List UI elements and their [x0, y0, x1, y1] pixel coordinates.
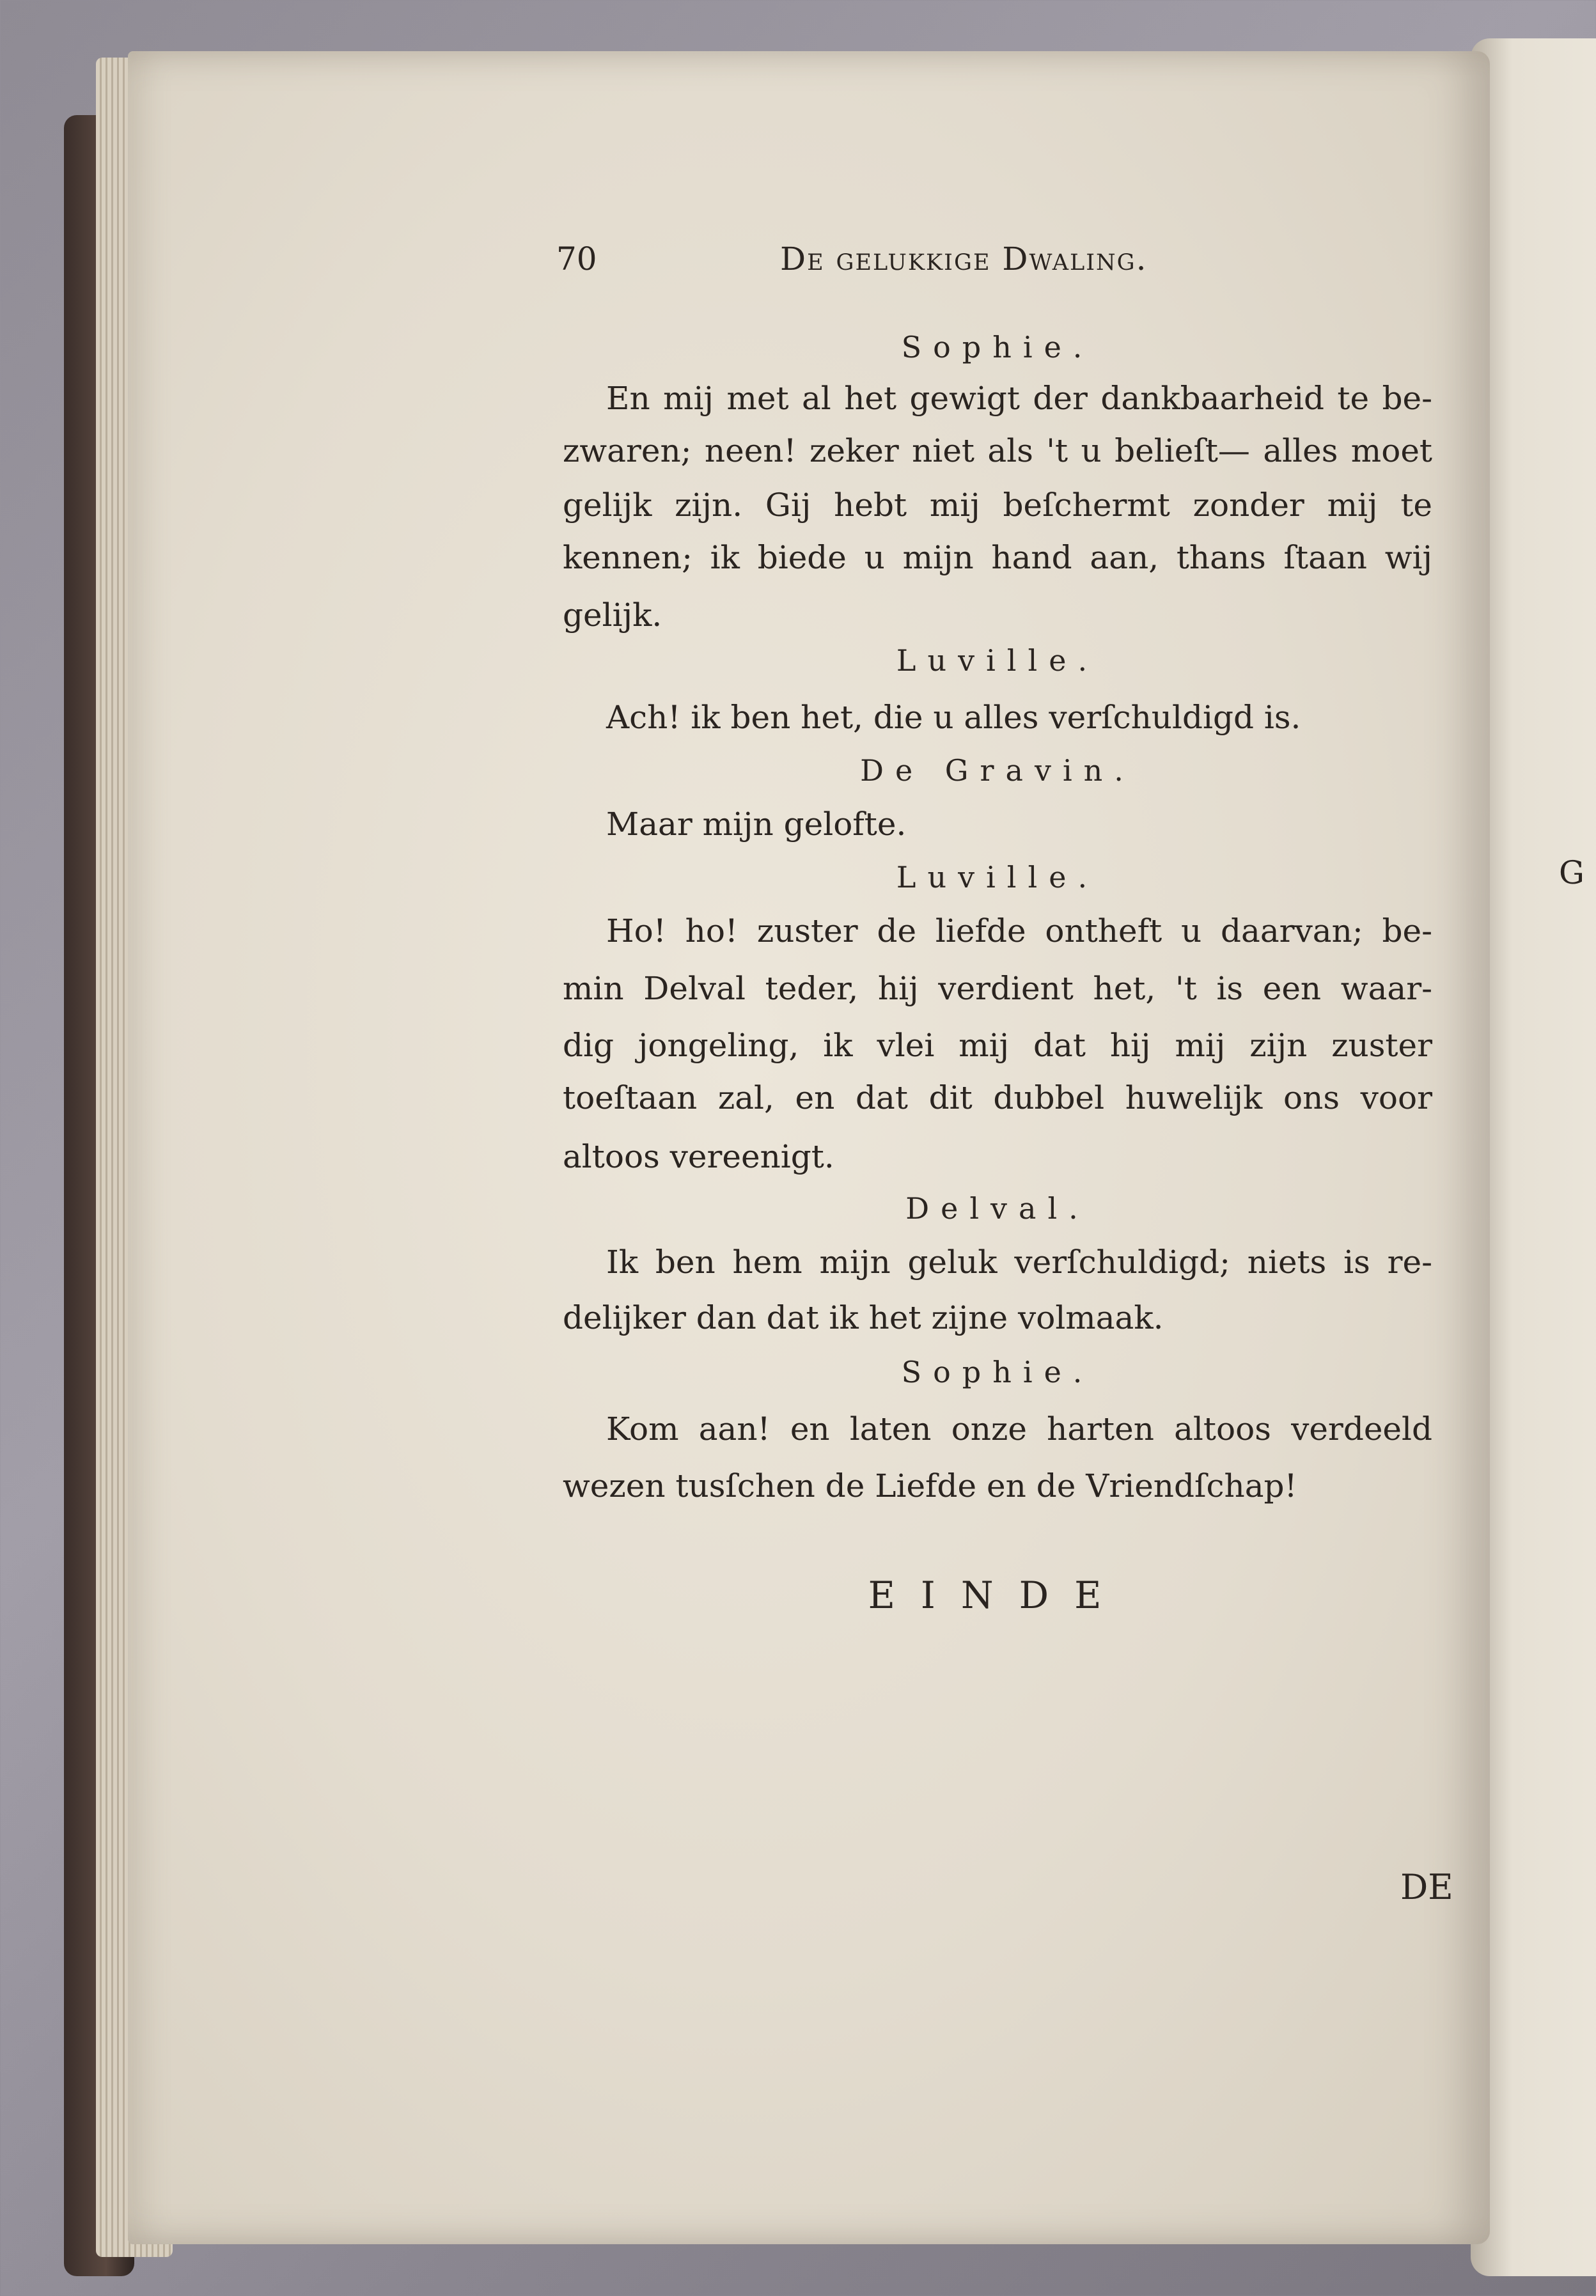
- text-line: gelijk zijn. Gij hebt mij beſchermt zonder mij te: [563, 487, 1432, 524]
- text-line: toeſtaan zal, en dat dit dubbel huwelijk ons voor: [563, 1079, 1432, 1116]
- text-line: delijker dan dat ik het zijne volmaak.: [563, 1299, 1164, 1336]
- speaker-name: Sophie.: [901, 1355, 1094, 1389]
- running-header: [556, 240, 1228, 281]
- text-line: kennen; ik biede u mijn hand aan, thans ſtaan wij: [563, 539, 1432, 576]
- text-line: Ik ben hem mijn geluk verſchuldigd; niets is re-: [606, 1244, 1432, 1281]
- page-number: 70: [556, 240, 597, 277]
- text-line: dig jongeling, ik vlei mij dat hij mij zijn zuster: [563, 1027, 1432, 1064]
- speaker-name: Delval.: [905, 1191, 1090, 1226]
- text-line: En mij met al het gewigt der dankbaarheid te be-: [606, 380, 1432, 417]
- text-line: altoos vereenigt.: [563, 1138, 834, 1175]
- speaker-name: Luville.: [896, 860, 1099, 894]
- text-line: Ach! ik ben het, die u alles verſchuldigd is.: [606, 699, 1301, 736]
- speaker-name: Luville.: [896, 643, 1099, 678]
- text-line: gelijk.: [563, 597, 662, 634]
- text-line: Ho! ho! zuster de liefde ontheft u daarvan; be-: [606, 912, 1432, 949]
- text-line: Maar mijn gelofte.: [606, 806, 907, 843]
- facing-page-letter: G: [1559, 854, 1584, 891]
- catchword: DE: [1400, 1867, 1453, 1907]
- text-line: Kom aan! en laten onze harten altoos verdeeld: [606, 1410, 1432, 1448]
- speaker-name: Sophie.: [901, 330, 1094, 364]
- text-line: min Delval teder, hij verdient het, 't is een waar-: [563, 970, 1432, 1007]
- speaker-name: De Gravin.: [860, 753, 1135, 788]
- text-line: zwaren; neen! zeker niet als 't u belieſt— alles moet: [563, 432, 1432, 469]
- text-line: wezen tusſchen de Liefde en de Vriendſchap!: [563, 1467, 1297, 1504]
- running-title: De gelukkige Dwaling.: [780, 240, 1148, 277]
- end-text: EINDE: [868, 1574, 1127, 1617]
